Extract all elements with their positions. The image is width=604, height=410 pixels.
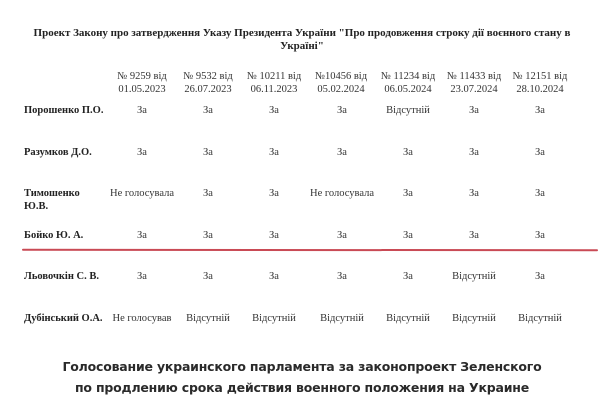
vote-cell: Відсутній [252, 313, 296, 324]
vote-cell: За [269, 271, 279, 282]
row-name-line-1: Тимошенко [24, 188, 80, 199]
column-header-6 [441, 70, 507, 96]
column-header-4 [308, 70, 374, 96]
bill-number: № 9532 від [183, 71, 233, 82]
vote-cell: За [203, 271, 213, 282]
bill-date: 06.05.2024 [384, 84, 432, 95]
document-title [20, 27, 584, 53]
vote-cell: За [469, 105, 479, 116]
image-caption [0, 356, 604, 398]
vote-cell: За [403, 230, 413, 241]
column-header-3 [241, 70, 307, 96]
row-name-line-2: Ю.В. [24, 201, 49, 212]
vote-cell: Відсутній [186, 313, 230, 324]
vote-cell: За [337, 105, 347, 116]
vote-cell: За [203, 147, 213, 158]
vote-cell: Не голосувала [309, 188, 375, 199]
vote-cell: За [337, 271, 347, 282]
bill-date: 05.02.2024 [317, 84, 365, 95]
vote-cell: За [535, 271, 545, 282]
vote-cell: За [403, 147, 413, 158]
bill-date: 06.11.2023 [250, 84, 298, 95]
document-title-line-1: Проект Закону про затвердження Указу Президента України "Про продовження строку дії воєнного стану в [33, 27, 571, 39]
bill-number: № 10211 від [246, 71, 302, 82]
row-name: Разумков Д.О. [24, 147, 92, 158]
vote-cell: За [269, 147, 279, 158]
bill-date: 28.10.2024 [516, 84, 564, 95]
bill-date: 01.05.2023 [118, 84, 166, 95]
vote-cell: За [137, 105, 147, 116]
vote-cell: За [403, 188, 413, 199]
bill-number: №10456 від [314, 71, 368, 82]
vote-cell: За [403, 271, 413, 282]
vote-cell: Відсутній [452, 271, 496, 282]
vote-cell: Відсутній [452, 313, 496, 324]
vote-cell: За [137, 147, 147, 158]
vote-cell: За [269, 230, 279, 241]
red-underline-annotation [22, 249, 598, 251]
vote-cell: За [203, 188, 213, 199]
bill-number: № 12151 від [512, 71, 568, 82]
vote-cell: Відсутній [386, 313, 430, 324]
column-header-7 [507, 70, 573, 96]
column-header-5 [375, 70, 441, 96]
vote-cell: За [535, 230, 545, 241]
bill-date: 23.07.2024 [450, 84, 498, 95]
bill-date: 26.07.2023 [184, 84, 232, 95]
vote-cell: За [203, 230, 213, 241]
vote-cell: За [535, 105, 545, 116]
vote-cell: За [137, 271, 147, 282]
vote-cell: За [203, 105, 213, 116]
caption-line-1: Голосование украинского парламента за законопроект Зеленского [62, 359, 542, 374]
row-name: Льовочкін С. В. [24, 271, 99, 282]
vote-cell: За [535, 147, 545, 158]
row-name: Порошенко П.О. [24, 105, 104, 116]
vote-cell: За [269, 188, 279, 199]
vote-cell: За [337, 230, 347, 241]
bill-number: № 9259 від [117, 71, 167, 82]
vote-cell: Не голосував [112, 313, 172, 324]
row-name [24, 187, 80, 213]
vote-cell: Не голосувала [109, 188, 175, 199]
vote-cell: Відсутній [518, 313, 562, 324]
vote-cell: За [337, 147, 347, 158]
vote-cell: Відсутній [320, 313, 364, 324]
vote-cell: За [137, 230, 147, 241]
bill-number: № 11234 від [380, 71, 436, 82]
vote-cell: За [269, 105, 279, 116]
vote-cell: За [469, 147, 479, 158]
vote-cell: За [535, 188, 545, 199]
caption-line-2: по продлению срока действия военного положения на Украине [75, 380, 529, 395]
column-header-1 [109, 70, 175, 96]
vote-cell: За [469, 188, 479, 199]
bill-number: № 11433 від [446, 71, 502, 82]
vote-cell: За [469, 230, 479, 241]
row-name: Дубінський О.А. [24, 313, 103, 324]
document-title-line-2: Україні" [280, 40, 324, 52]
vote-cell: Відсутній [386, 105, 430, 116]
row-name: Бойко Ю. А. [24, 230, 84, 241]
column-header-2 [175, 70, 241, 96]
